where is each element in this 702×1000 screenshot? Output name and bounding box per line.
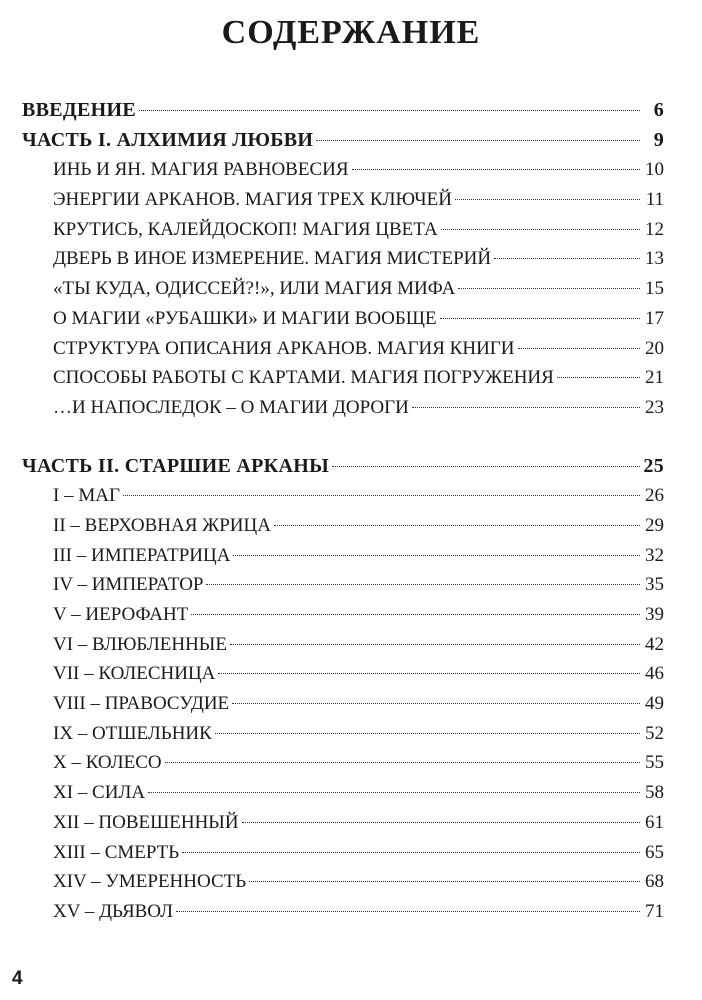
dot-leader: [165, 762, 640, 763]
toc-entry: [22, 897, 664, 927]
toc-entry-title: СПОСОБЫ РАБОТЫ С КАРТАМИ. МАГИЯ ПОГРУЖЕНИЯ: [53, 367, 554, 389]
toc-entry-title: VII – КОЛЕСНИЦА: [53, 663, 216, 685]
dot-leader: [232, 703, 640, 704]
toc-entry: [22, 719, 664, 749]
toc-entry-title: IX – ОТШЕЛЬНИК: [53, 722, 212, 744]
toc-part-entry: [22, 96, 664, 126]
toc-entry-title: XIV – УМЕРЕННОСТЬ: [53, 871, 247, 893]
toc-entry: [22, 185, 664, 215]
dot-leader: [440, 318, 640, 319]
dot-leader: [176, 911, 640, 912]
toc-page-number: 25: [643, 454, 664, 477]
toc-entry-title: XII – ПОВЕШЕННЫЙ: [53, 811, 239, 833]
toc-part-entry: [22, 452, 664, 482]
toc-entry: [22, 808, 664, 838]
dot-leader: [274, 525, 640, 526]
toc-entry-title: I – МАГ: [53, 485, 120, 507]
toc-entry-title: V – ИЕРОФАНТ: [53, 604, 189, 625]
toc-entry-title: ЭНЕРГИИ АРКАНОВ. МАГИЯ ТРЕХ КЛЮЧЕЙ: [53, 189, 452, 211]
dot-leader: [557, 377, 640, 378]
toc-entry: [22, 600, 664, 630]
toc-entry: [22, 778, 664, 808]
toc-entry: [22, 511, 664, 541]
toc-part-entry: [22, 126, 664, 156]
dot-leader: [123, 495, 640, 496]
toc-page-number: 61: [645, 811, 664, 833]
toc-entry: [22, 304, 664, 334]
toc-entry-title: КРУТИСЬ, КАЛЕЙДОСКОП! МАГИЯ ЦВЕТА: [53, 218, 438, 240]
dot-leader: [518, 348, 640, 349]
toc-entry: [22, 393, 664, 423]
toc-entry: [22, 630, 664, 660]
toc-page-number: 21: [645, 367, 664, 389]
toc-entry-title: XIII – СМЕРТЬ: [53, 841, 180, 863]
toc-page-number: 46: [645, 663, 664, 685]
toc-page-number: 32: [645, 544, 664, 566]
toc-entry-title: II – ВЕРХОВНАЯ ЖРИЦА: [53, 514, 271, 536]
toc-entry-title: СТРУКТУРА ОПИСАНИЯ АРКАНОВ. МАГИЯ КНИГИ: [53, 337, 515, 359]
dot-leader: [412, 407, 640, 408]
toc-page-number: 15: [645, 278, 664, 300]
toc-page-number: 35: [645, 574, 664, 596]
dot-leader: [352, 169, 640, 170]
toc-page-number: 58: [645, 782, 664, 804]
toc-page-number: 42: [645, 633, 664, 655]
dot-leader: [441, 229, 640, 230]
toc-entry: [22, 274, 664, 304]
toc-page-number: 26: [645, 485, 664, 507]
toc-entry: [22, 748, 664, 778]
page-number: 4: [12, 968, 23, 989]
dot-leader: [230, 644, 640, 645]
toc-entry-title: ЧАСТЬ I. АЛХИМИЯ ЛЮБВИ: [22, 128, 314, 151]
toc-page-number: 6: [653, 99, 664, 121]
toc-entry-title: О МАГИИ «РУБАШКИ» И МАГИИ ВООБЩЕ: [53, 307, 437, 329]
dot-leader: [249, 881, 640, 882]
toc-entry: [22, 838, 664, 868]
toc-entry: [22, 363, 664, 393]
toc-entry: [22, 215, 664, 245]
dot-leader: [215, 733, 640, 734]
toc-page-number: 13: [645, 248, 664, 270]
toc-entry: [22, 659, 664, 689]
toc-entry-title: XI – СИЛА: [53, 782, 146, 804]
toc-page-number: 17: [645, 307, 664, 329]
toc-entry-title: VIII – ПРАВОСУДИЕ: [53, 693, 230, 715]
toc-page-number: 10: [645, 159, 664, 181]
dot-leader: [316, 140, 640, 141]
toc-entry-title: ВВЕДЕНИЕ: [22, 99, 136, 121]
toc-page-number: 11: [645, 189, 664, 211]
toc-entry: [22, 541, 664, 571]
dot-leader: [455, 199, 640, 200]
toc-entry-title: XV – ДЬЯВОЛ: [53, 900, 173, 922]
toc-entry-title: «ТЫ КУДА, ОДИССЕЙ?!», ИЛИ МАГИЯ МИФА: [53, 278, 456, 300]
toc-page-number: 29: [645, 514, 664, 536]
toc-entry: [22, 481, 664, 511]
dot-leader: [494, 258, 640, 259]
page-title: СОДЕРЖАНИЕ: [221, 14, 481, 51]
toc-page-number: 71: [645, 900, 664, 922]
toc-page-number: 23: [645, 396, 664, 418]
toc-entry: [22, 867, 664, 897]
toc-page-number: 39: [645, 604, 664, 625]
toc-entry-title: VI – ВЛЮБЛЕННЫЕ: [53, 633, 227, 655]
dot-leader: [139, 110, 640, 111]
toc-entry-title: …И НАПОСЛЕДОК – О МАГИИ ДОРОГИ: [53, 396, 409, 418]
section-gap: [22, 423, 664, 452]
dot-leader: [458, 288, 640, 289]
toc-entry-title: ДВЕРЬ В ИНОЕ ИЗМЕРЕНИЕ. МАГИЯ МИСТЕРИЙ: [53, 248, 492, 270]
dot-leader: [332, 466, 640, 467]
toc-entry: [22, 155, 664, 185]
toc-entry: [22, 570, 664, 600]
toc-page-number: 55: [645, 752, 664, 774]
dot-leader: [191, 614, 640, 615]
toc-entry-title: ИНЬ И ЯН. МАГИЯ РАВНОВЕСИЯ: [53, 159, 349, 181]
dot-leader: [242, 822, 640, 823]
toc-page-number: 9: [653, 128, 664, 151]
toc-page-number: 68: [645, 871, 664, 893]
toc-entry-title: III – ИМПЕРАТРИЦА: [53, 544, 231, 566]
toc-page-number: 52: [645, 722, 664, 744]
dot-leader: [206, 584, 640, 585]
dot-leader: [148, 792, 640, 793]
toc-page-number: 20: [645, 337, 664, 359]
toc-entry-title: IV – ИМПЕРАТОР: [53, 574, 204, 596]
toc-entry-title: X – КОЛЕСО: [53, 752, 162, 774]
toc-page-number: 65: [645, 841, 664, 863]
toc-entry: [22, 334, 664, 364]
table-of-contents: [22, 96, 664, 927]
dot-leader: [233, 555, 640, 556]
toc-page-number: 49: [645, 693, 664, 715]
toc-entry: [22, 244, 664, 274]
toc-entry: [22, 689, 664, 719]
toc-page-number: 12: [645, 218, 664, 240]
dot-leader: [218, 673, 640, 674]
toc-entry-title: ЧАСТЬ II. СТАРШИЕ АРКАНЫ: [22, 454, 330, 477]
dot-leader: [182, 852, 640, 853]
